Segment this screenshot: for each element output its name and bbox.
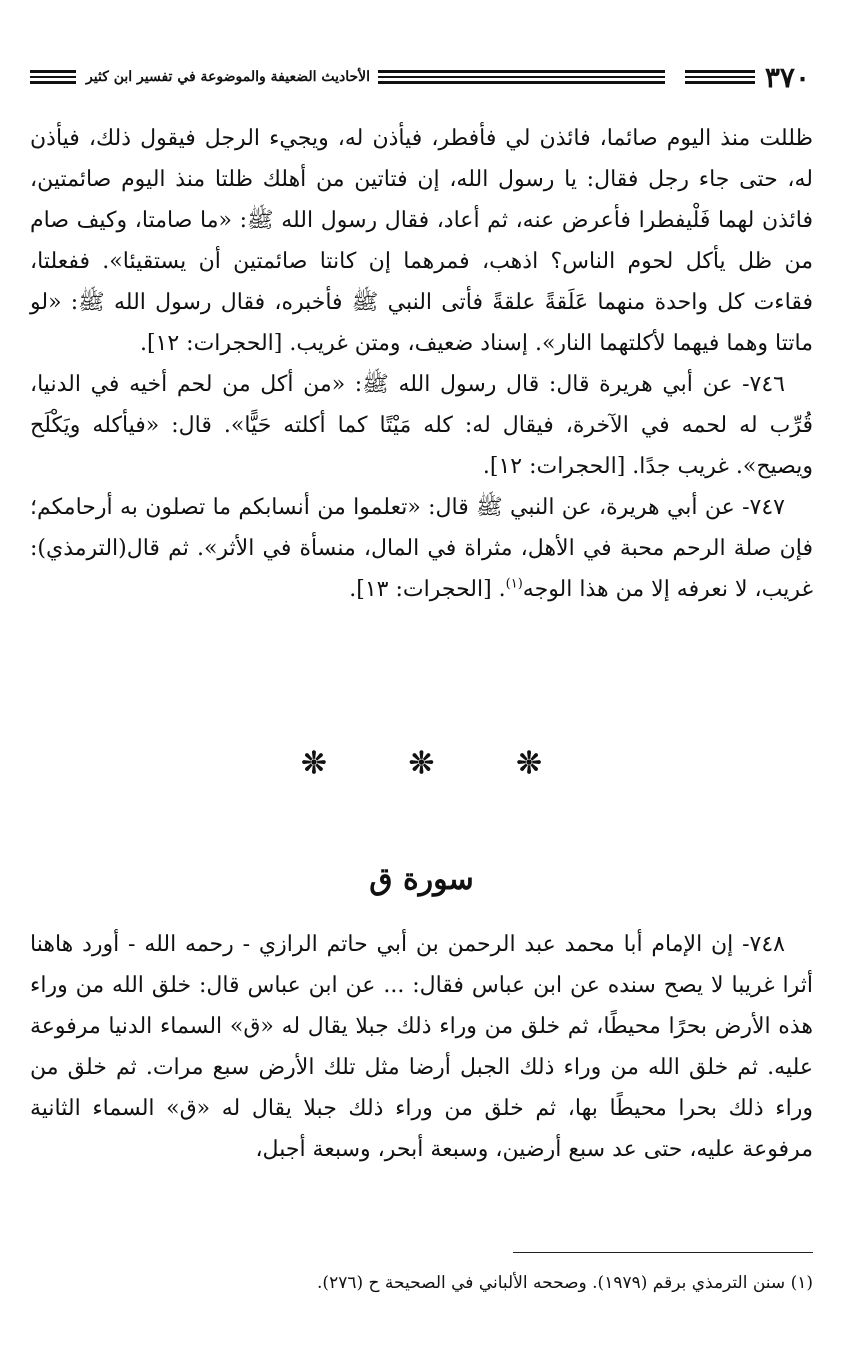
footnote: (١) سنن الترمذي برقم (١٩٧٩). وصححه الألباني في الصحيحة ح (٢٧٦).	[317, 1273, 813, 1293]
header-rule-middle	[378, 69, 665, 85]
hadith-747-tail: . [الحجرات: ١٣].	[349, 577, 506, 602]
star-ornament: ❊	[408, 746, 435, 781]
header-rule-left	[30, 69, 76, 85]
section-separator	[0, 746, 843, 781]
section-text	[30, 924, 813, 1170]
hadith-747	[30, 487, 813, 610]
running-header	[30, 60, 810, 94]
hadith-748: ٧٤٨- إن الإمام أبا محمد عبد الرحمن بن أبي حاتم الرازي - رحمه الله - أورد هاهنا أثرا غريبا لا يصح سنده عن ابن عباس فقال: ... عن ابن عباس قال: خلق الله من وراء هذه الأرض بحرًا محيطًا، ثم خلق من وراء ذلك جبلا يقال له «ق» السماء الدنيا مرفوعة عليه. ثم خلق الله من وراء ذلك الجبل أرضا مثل تلك الأرض سبع مرات. ثم خلق من وراء ذلك بحرا محيطًا بها، ثم خلق من وراء ذلك جبلا يقال له «ق» السماء الثانية مرفوعة عليه، حتى عد سبع أرضين، وسبعة أبحر، وسبعة أجبل،	[30, 932, 813, 1162]
star-ornament: ❊	[516, 746, 542, 781]
surah-heading: سورة ق	[369, 862, 474, 897]
header-title: الأحاديث الضعيفة والموضوعة في تفسير ابن كثير	[86, 69, 371, 85]
main-text	[30, 118, 813, 610]
paragraph-continued: ظللت منذ اليوم صائما، فائذن لي فأفطر، فيأذن له، ويجيء الرجل فيقول ذلك، فيأذن له، حتى جاء رجل فقال: يا رسول الله، إن فتاتين من أهلك ظلتا منذ اليوم صائمتين، فائذن لهما فَلْيفطرا فأعرض عنه، ثم أعاد، فقال رسول الله ﷺ: «ما صامتا، وكيف صام من ظل يأكل لحوم الناس؟ اذهب، فمرهما إن كانتا صائمتين أن يستقيئا». ففعلتا، فقاءت كل واحدة منهما عَلَقةً علقةً فأتى النبي ﷺ فأخبره، فقال رسول الله ﷺ: «لو ماتتا وهما فيهما لأكلتهما النار». إسناد ضعيف، ومتن غريب. [الحجرات: ١٢].	[30, 126, 813, 356]
footnote-divider	[513, 1252, 813, 1253]
page-number: ٣٧٠	[764, 60, 810, 94]
footnote-ref[interactable]: (١)	[505, 576, 523, 592]
hadith-746: ٧٤٦- عن أبي هريرة قال: قال رسول الله ﷺ: «من أكل من لحم أخيه في الدنيا، قُرِّب له لحمه في الآخرة، فيقال له: كله مَيْتًا كما أكلته حَيًّا». قال: «فيأكله ويَكْلَح ويصيح». غريب جدًا. [الحجرات: ١٢].	[30, 372, 813, 479]
hadith-747-text: ٧٤٧- عن أبي هريرة، عن النبي ﷺ قال: «تعلموا من أنسابكم ما تصلون به أرحامكم؛ فإن صلة الرحم محبة في الأهل، مثراة في المال، منسأة في الأثر». ثم قال(الترمذي): غريب، لا نعرفه إلا من هذا الوجه	[30, 495, 814, 602]
header-rule-right	[685, 69, 755, 85]
star-ornament: ❊	[301, 746, 327, 781]
